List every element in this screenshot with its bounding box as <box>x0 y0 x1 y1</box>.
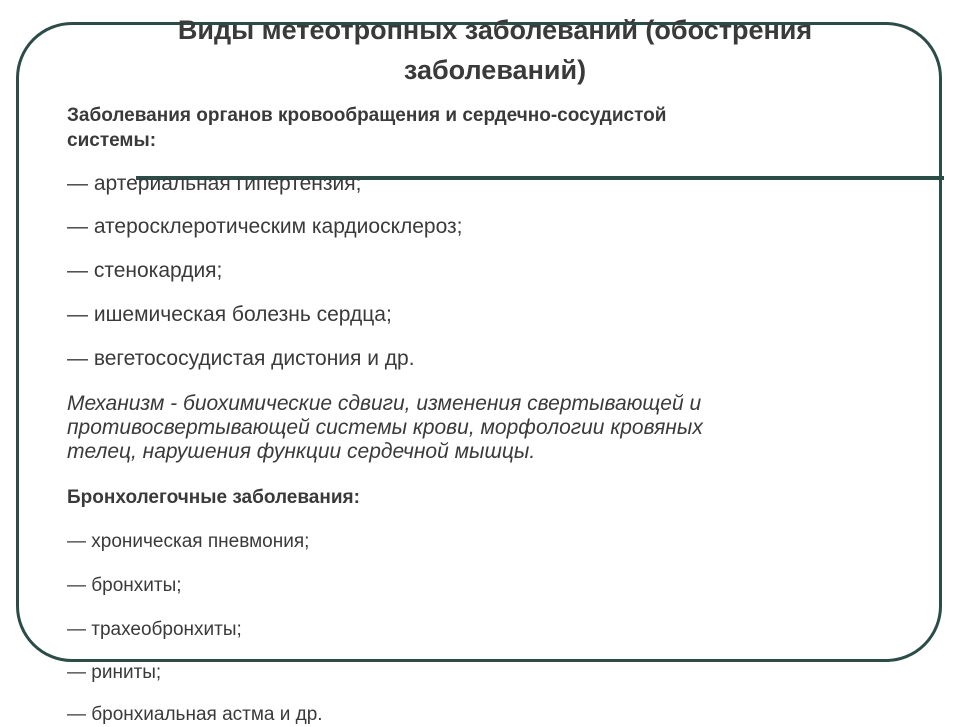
title-line-2: заболеваний) <box>403 55 587 85</box>
list-item: — ишемическая болезнь сердца; <box>67 303 392 326</box>
list-item: — стенокардия; <box>67 259 223 282</box>
section1-heading-line-1: Заболевания органов кровообращения и сердечно-сосудистой <box>67 105 667 126</box>
mechanism-line-1: Механизм - биохимические сдвиги, изменения свертывающей и <box>67 392 702 415</box>
list-item: — вегетососудистая дистония и др. <box>67 347 415 370</box>
list-item: — риниты; <box>67 662 162 683</box>
list-item: — атеросклеротическим кардиосклероз; <box>67 215 463 238</box>
mechanism-line-3: телец, нарушения функции сердечной мышцы. <box>67 440 536 463</box>
list-item: — бронхиальная астма и др. <box>67 704 323 725</box>
list-item: — артериальная гипертензия; <box>67 172 362 195</box>
title-line-1: Виды метеотропных заболеваний (обострения <box>177 15 813 45</box>
mechanism-line-2: противосвертывающей системы крови, морфологии кровяных <box>67 416 703 439</box>
list-item: — трахеобронхиты; <box>67 619 242 640</box>
section2-heading: Бронхолегочные заболевания: <box>67 487 360 508</box>
list-item: — хроническая пневмония; <box>67 531 310 552</box>
list-item: — бронхиты; <box>67 575 182 596</box>
section1-heading-line-2: системы: <box>67 130 157 151</box>
